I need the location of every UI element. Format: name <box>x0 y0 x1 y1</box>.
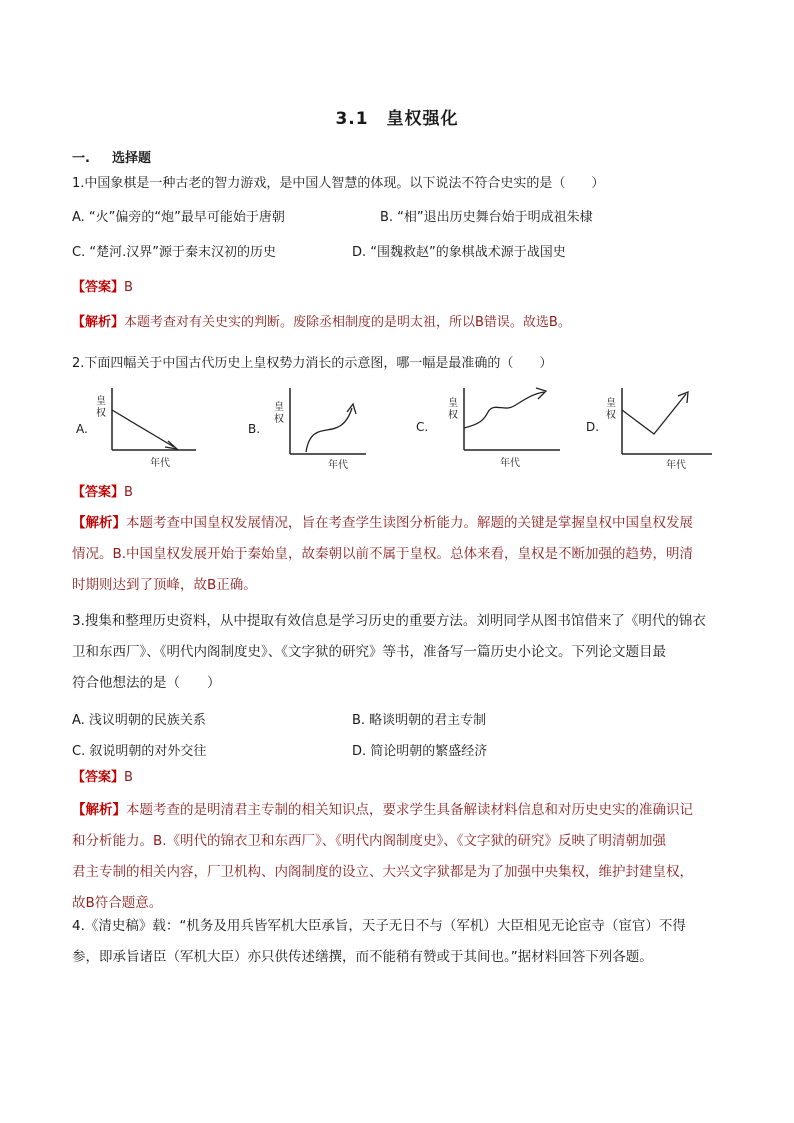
explanation-line-2: 情况。B.中国皇权发展开始于秦始皇，故秦朝以前不属于皇权。总体来看，皇权是不断加强的趋势，明清 <box>72 546 694 562</box>
q1-explanation <box>72 311 571 330</box>
graph-d <box>586 384 716 471</box>
q2-explanation <box>72 508 724 601</box>
graph-d-y-label: 皇权 <box>606 398 616 421</box>
q3-answer <box>72 766 133 785</box>
graph-b-x-label: 年代 <box>328 460 348 471</box>
graph-c <box>414 384 564 469</box>
graph-c-x-label: 年代 <box>500 458 520 469</box>
q2-stem: 2.下面四幅关于中国古代历史上皇权势力消长的示意图，哪一幅是最准确的（ ） <box>72 356 553 371</box>
q4-stem-line-2: 参，即承旨诸臣（军机大臣）亦只供传述缮撰，而不能稍有赞或于其间也。”据材料回答下列各题。 <box>72 949 653 965</box>
answer-tag: 【答案】 <box>72 485 125 500</box>
graph-c-curve <box>464 392 544 428</box>
graph-a-y-label: 皇权 <box>96 396 106 419</box>
explanation-line-3: 时期则达到了顶峰，故B正确。 <box>72 577 257 593</box>
section-heading <box>72 147 151 166</box>
q1-stem: 1.中国象棋是一种古老的智力游戏，是中国人智慧的体现。以下说法不符合史实的是（ ） <box>72 176 605 191</box>
answer-tag: 【答案】 <box>72 280 125 295</box>
graph-d-x-label: 年代 <box>666 460 686 471</box>
graph-a <box>74 384 200 469</box>
graph-d-plot <box>586 384 716 466</box>
q4-stem <box>72 911 724 973</box>
graph-c-plot <box>414 384 564 466</box>
explanation-line-2: 和分析能力。B.《明代的锦衣卫和东西厂》、《明代内阁制度史》、《文字狱的研究》反映了明清朝加强 <box>72 833 667 849</box>
q4-stem-line-1: 4.《清史稿》载：“机务及用兵皆军机大臣承旨，天子无日不与（军机）大臣相见无论宦寺（宦官）不得 <box>72 918 686 934</box>
answer-tag: 【答案】 <box>72 770 125 785</box>
q3-option-c: C. 叙说明朝的对外交往 <box>72 744 207 759</box>
graph-a-x-label: 年代 <box>150 458 170 469</box>
q1-option-d: D. “围魏救赵”的象棋战术源于战国史 <box>352 245 566 260</box>
graph-a-curve <box>112 410 174 447</box>
q3-stem <box>72 606 724 699</box>
explanation-line-4: 故B符合题意。 <box>72 895 163 911</box>
section-number: 一. <box>72 151 90 166</box>
q1-option-a: A. “火”偏旁的“炮”最早可能始于唐朝 <box>72 210 285 225</box>
explanation-tag: 【解析】 <box>72 802 126 818</box>
answer-value: B <box>124 485 133 500</box>
q3-option-a: A. 浅议明朝的民族关系 <box>72 713 206 728</box>
graph-d-letter: D. <box>586 420 600 434</box>
q2-answer <box>72 481 133 500</box>
graph-b <box>244 384 370 471</box>
graph-d-curve <box>622 394 686 434</box>
answer-value: B <box>124 280 133 295</box>
q3-stem-line-2: 卫和东西厂》、《明代内阁制度史》、《文字狱的研究》等书，准备写一篇历史小论文。下列论文题目最 <box>72 644 666 660</box>
q3-explanation <box>72 795 724 919</box>
q3-option-d: D. 简论明朝的繁盛经济 <box>352 744 488 759</box>
explanation-tag: 【解析】 <box>72 315 125 330</box>
q3-stem-line-3: 符合他想法的是（ ） <box>72 675 221 691</box>
answer-value: B <box>124 770 133 785</box>
q1-option-c: C. “楚河.汉界”源于秦末汉初的历史 <box>72 245 276 260</box>
q1-answer <box>72 276 133 295</box>
explanation-text: 本题考查对有关史实的判断。废除丞相制度的是明太祖，所以B错误。故选B。 <box>124 315 571 330</box>
graph-c-y-label: 皇权 <box>448 398 458 421</box>
graph-a-plot <box>74 384 200 466</box>
page-title: 3.1 皇权强化 <box>335 109 459 129</box>
q3-stem-line-1: 3.搜集和整理历史资料，从中提取有效信息是学习历史的重要方法。刘明同学从图书馆借来了《明代的锦衣 <box>72 613 706 629</box>
graph-b-letter: B. <box>248 422 261 436</box>
q3-option-b: B. 略谈明朝的君主专制 <box>352 713 487 728</box>
graph-c-letter: C. <box>416 420 429 434</box>
graph-b-plot <box>244 384 370 466</box>
section-label: 选择题 <box>111 151 151 166</box>
explanation-tag: 【解析】 <box>72 515 126 531</box>
graph-b-y-label: 皇权 <box>274 402 284 425</box>
explanation-line-1: 本题考查的是明清君主专制的相关知识点，要求学生具备解读材料信息和对历史史实的准确识记 <box>126 802 693 818</box>
graph-a-letter: A. <box>76 422 88 436</box>
explanation-line-3: 君主专制的相关内容，厂卫机构、内阁制度的设立、大兴文字狱都是为了加强中央集权，维护封建皇权， <box>72 864 693 880</box>
explanation-line-1: 本题考查中国皇权发展情况，旨在考查学生读图分析能力。解题的关键是掌握皇权中国皇权发展 <box>126 515 693 531</box>
q1-option-b: B. “相”退出历史舞台始于明成祖朱棣 <box>380 210 593 225</box>
graph-b-curve <box>306 408 352 452</box>
